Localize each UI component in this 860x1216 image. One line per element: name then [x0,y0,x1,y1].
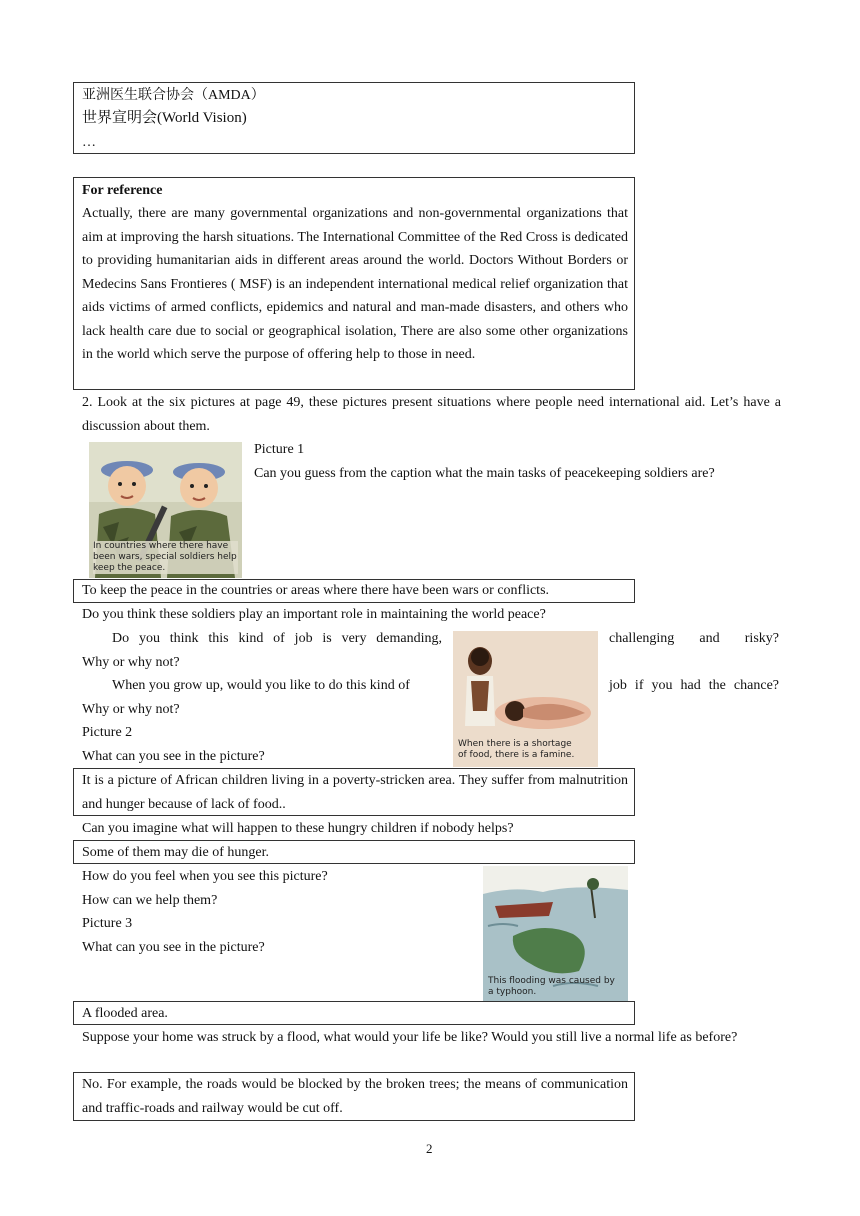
picture2-title: Picture 2 [82,725,133,740]
peacekeepers-image [89,442,242,578]
picture3-question: What can you see in the picture? [82,940,265,955]
picture2-caption: When there is a shortage of food, there is a famine. [458,739,575,760]
page-number: 2 [426,1141,433,1156]
question-2: 2. Look at the six pictures at page 49, these pictures present situations where people need international aid. Let’s have a discussion about them. [82,395,781,434]
reference-text: Actually, there are many governmental organizations and non-governmental organizations that aim at improving the harsh situations. The International Committee of the Red Cross is dedicated to providing humanitarian aids in different areas around the world. Doctors Without Borders or Medecins Sans Frontieres ( MSF) is an independent international medical relief organization that aids victims of armed conflicts, epidemics and natural and man-made disasters, and others who lack health care due to social or geographical isolation, There are also some other organizations in the world which serve the purpose of offering help to those in need. [82,206,628,362]
picture3-question-2: Suppose your home was struck by a flood, what would your life be like? Would you still live a normal life as before? [82,1030,738,1045]
picture1-question-2: Do you think these soldiers play an important role in maintaining the world peace? [82,607,546,622]
picture1-question-3c: Why or why not? [82,655,180,670]
picture1-caption: In countries where there have been wars, special soldiers help keep the peace. [93,541,237,573]
famine-image [453,631,598,767]
picture1-question: Can you guess from the caption what the main tasks of peacekeeping soldiers are? [254,466,715,481]
picture1-question-4c: Why or why not? [82,702,180,717]
picture2-answer: It is a picture of African children living in a poverty-stricken area. They suffer from malnutrition and hunger because of lack of food.. [82,773,628,812]
picture3-answer-2: No. For example, the roads would be blocked by the broken trees; the means of communication and traffic-roads and railway would be cut off. [82,1077,628,1116]
picture1-title: Picture 1 [254,442,305,457]
picture2-question-3: How do you feel when you see this picture? [82,869,328,884]
picture3-title: Picture 3 [82,916,133,931]
picture1-question-4a: When you grow up, would you like to do this kind of [112,678,410,693]
org-ellipsis: … [82,135,96,150]
picture2-question: What can you see in the picture? [82,749,265,764]
org-amda: 亚洲医生联合协会（AMDA） [82,88,265,103]
picture1-question-4b: job if you had the chance? [609,678,779,693]
picture3-caption: This flooding was caused by a typhoon. [488,976,615,997]
picture1-question-3b: challenging and risky? [609,631,779,646]
flood-image [483,866,628,1001]
picture2-question-2: Can you imagine what will happen to these hungry children if nobody helps? [82,821,514,836]
picture2-question-4: How can we help them? [82,893,218,908]
picture1-answer: To keep the peace in the countries or areas where there have been wars or conflicts. [82,583,550,598]
picture3-answer: A flooded area. [82,1006,168,1021]
org-world-vision: 世界宣明会(World Vision) [82,110,247,126]
picture2-answer-2: Some of them may die of hunger. [82,845,270,860]
picture1-question-3a: Do you think this kind of job is very demanding, [112,631,442,646]
reference-heading: For reference [82,183,163,198]
